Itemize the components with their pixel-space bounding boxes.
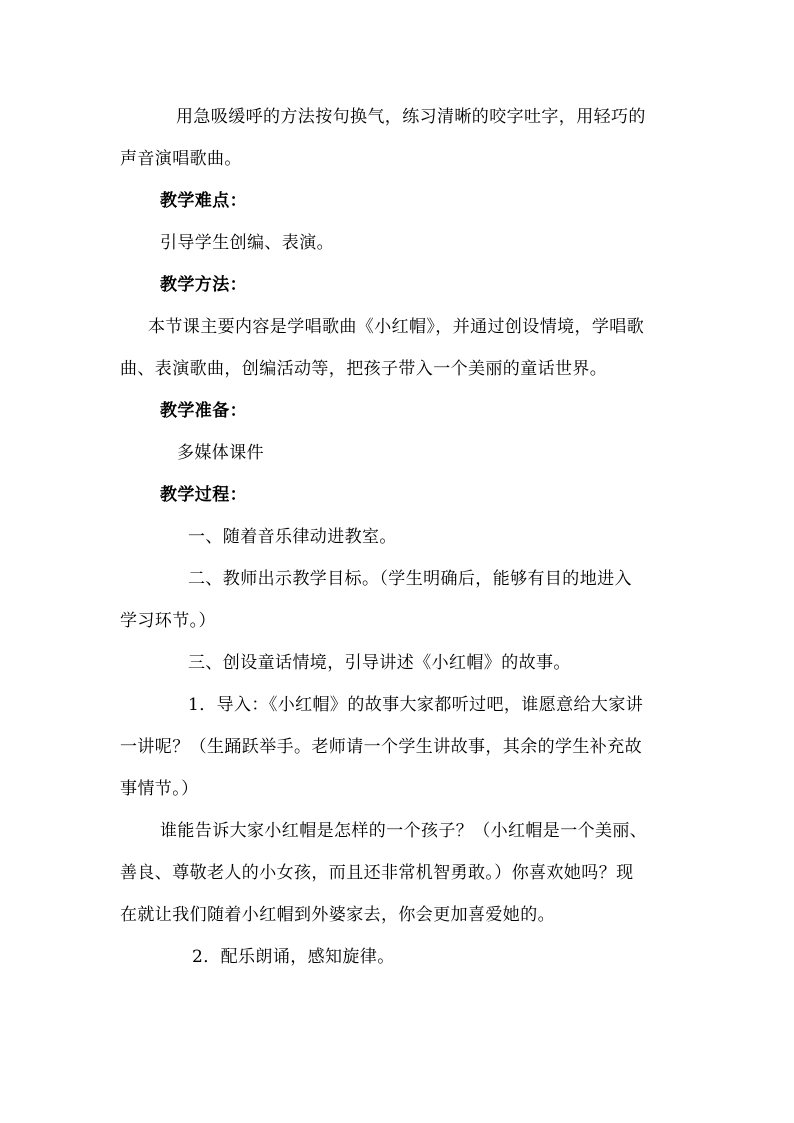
- paragraph-line: 在就让我们随着小红帽到外婆家去，你会更加喜爱她的。: [120, 905, 555, 925]
- paragraph-line: 一、随着音乐律动进教室。: [188, 527, 397, 547]
- paragraph-line: 声音演唱歌曲。: [120, 149, 242, 169]
- section-heading: 教学准备：: [160, 401, 247, 421]
- section-heading: 教学过程：: [160, 485, 247, 505]
- paragraph-line: 用急吸缓呼的方法按句换气，练习清晰的咬字吐字，用轻巧的: [176, 107, 646, 127]
- paragraph-line: 2．配乐朗诵，感知旋律。: [192, 947, 395, 967]
- paragraph-line: 三、创设童话情境，引导讲述《小红帽》的故事。: [188, 653, 571, 673]
- paragraph-line: 一讲呢？（生踊跃举手。老师请一个学生讲故事，其余的学生补充故: [120, 737, 642, 757]
- paragraph-line: 引导学生创编、表演。: [160, 233, 334, 253]
- paragraph-line: 多媒体课件: [177, 443, 264, 463]
- paragraph-line: 学习环节。）: [120, 611, 216, 631]
- paragraph-line: 1．导入：《小红帽》的故事大家都听过吧，谁愿意给大家讲: [188, 695, 644, 715]
- paragraph-line: 二、教师出示教学目标。（学生明确后，能够有目的地进入: [188, 569, 632, 589]
- section-heading: 教学难点：: [160, 191, 247, 211]
- paragraph-line: 曲、表演歌曲，创编活动等，把孩子带入一个美丽的童话世界。: [120, 359, 608, 379]
- paragraph-line: 谁能告诉大家小红帽是怎样的一个孩子？（小红帽是一个美丽、: [160, 821, 648, 841]
- paragraph-line: 本节课主要内容是学唱歌曲《小红帽》，并通过创设情境，学唱歌: [148, 317, 645, 337]
- section-heading: 教学方法：: [160, 275, 247, 295]
- paragraph-line: 事情节。）: [120, 779, 199, 799]
- paragraph-line: 善良、尊敬老人的小女孩，而且还非常机智勇敢。）你喜欢她吗？现: [120, 863, 634, 883]
